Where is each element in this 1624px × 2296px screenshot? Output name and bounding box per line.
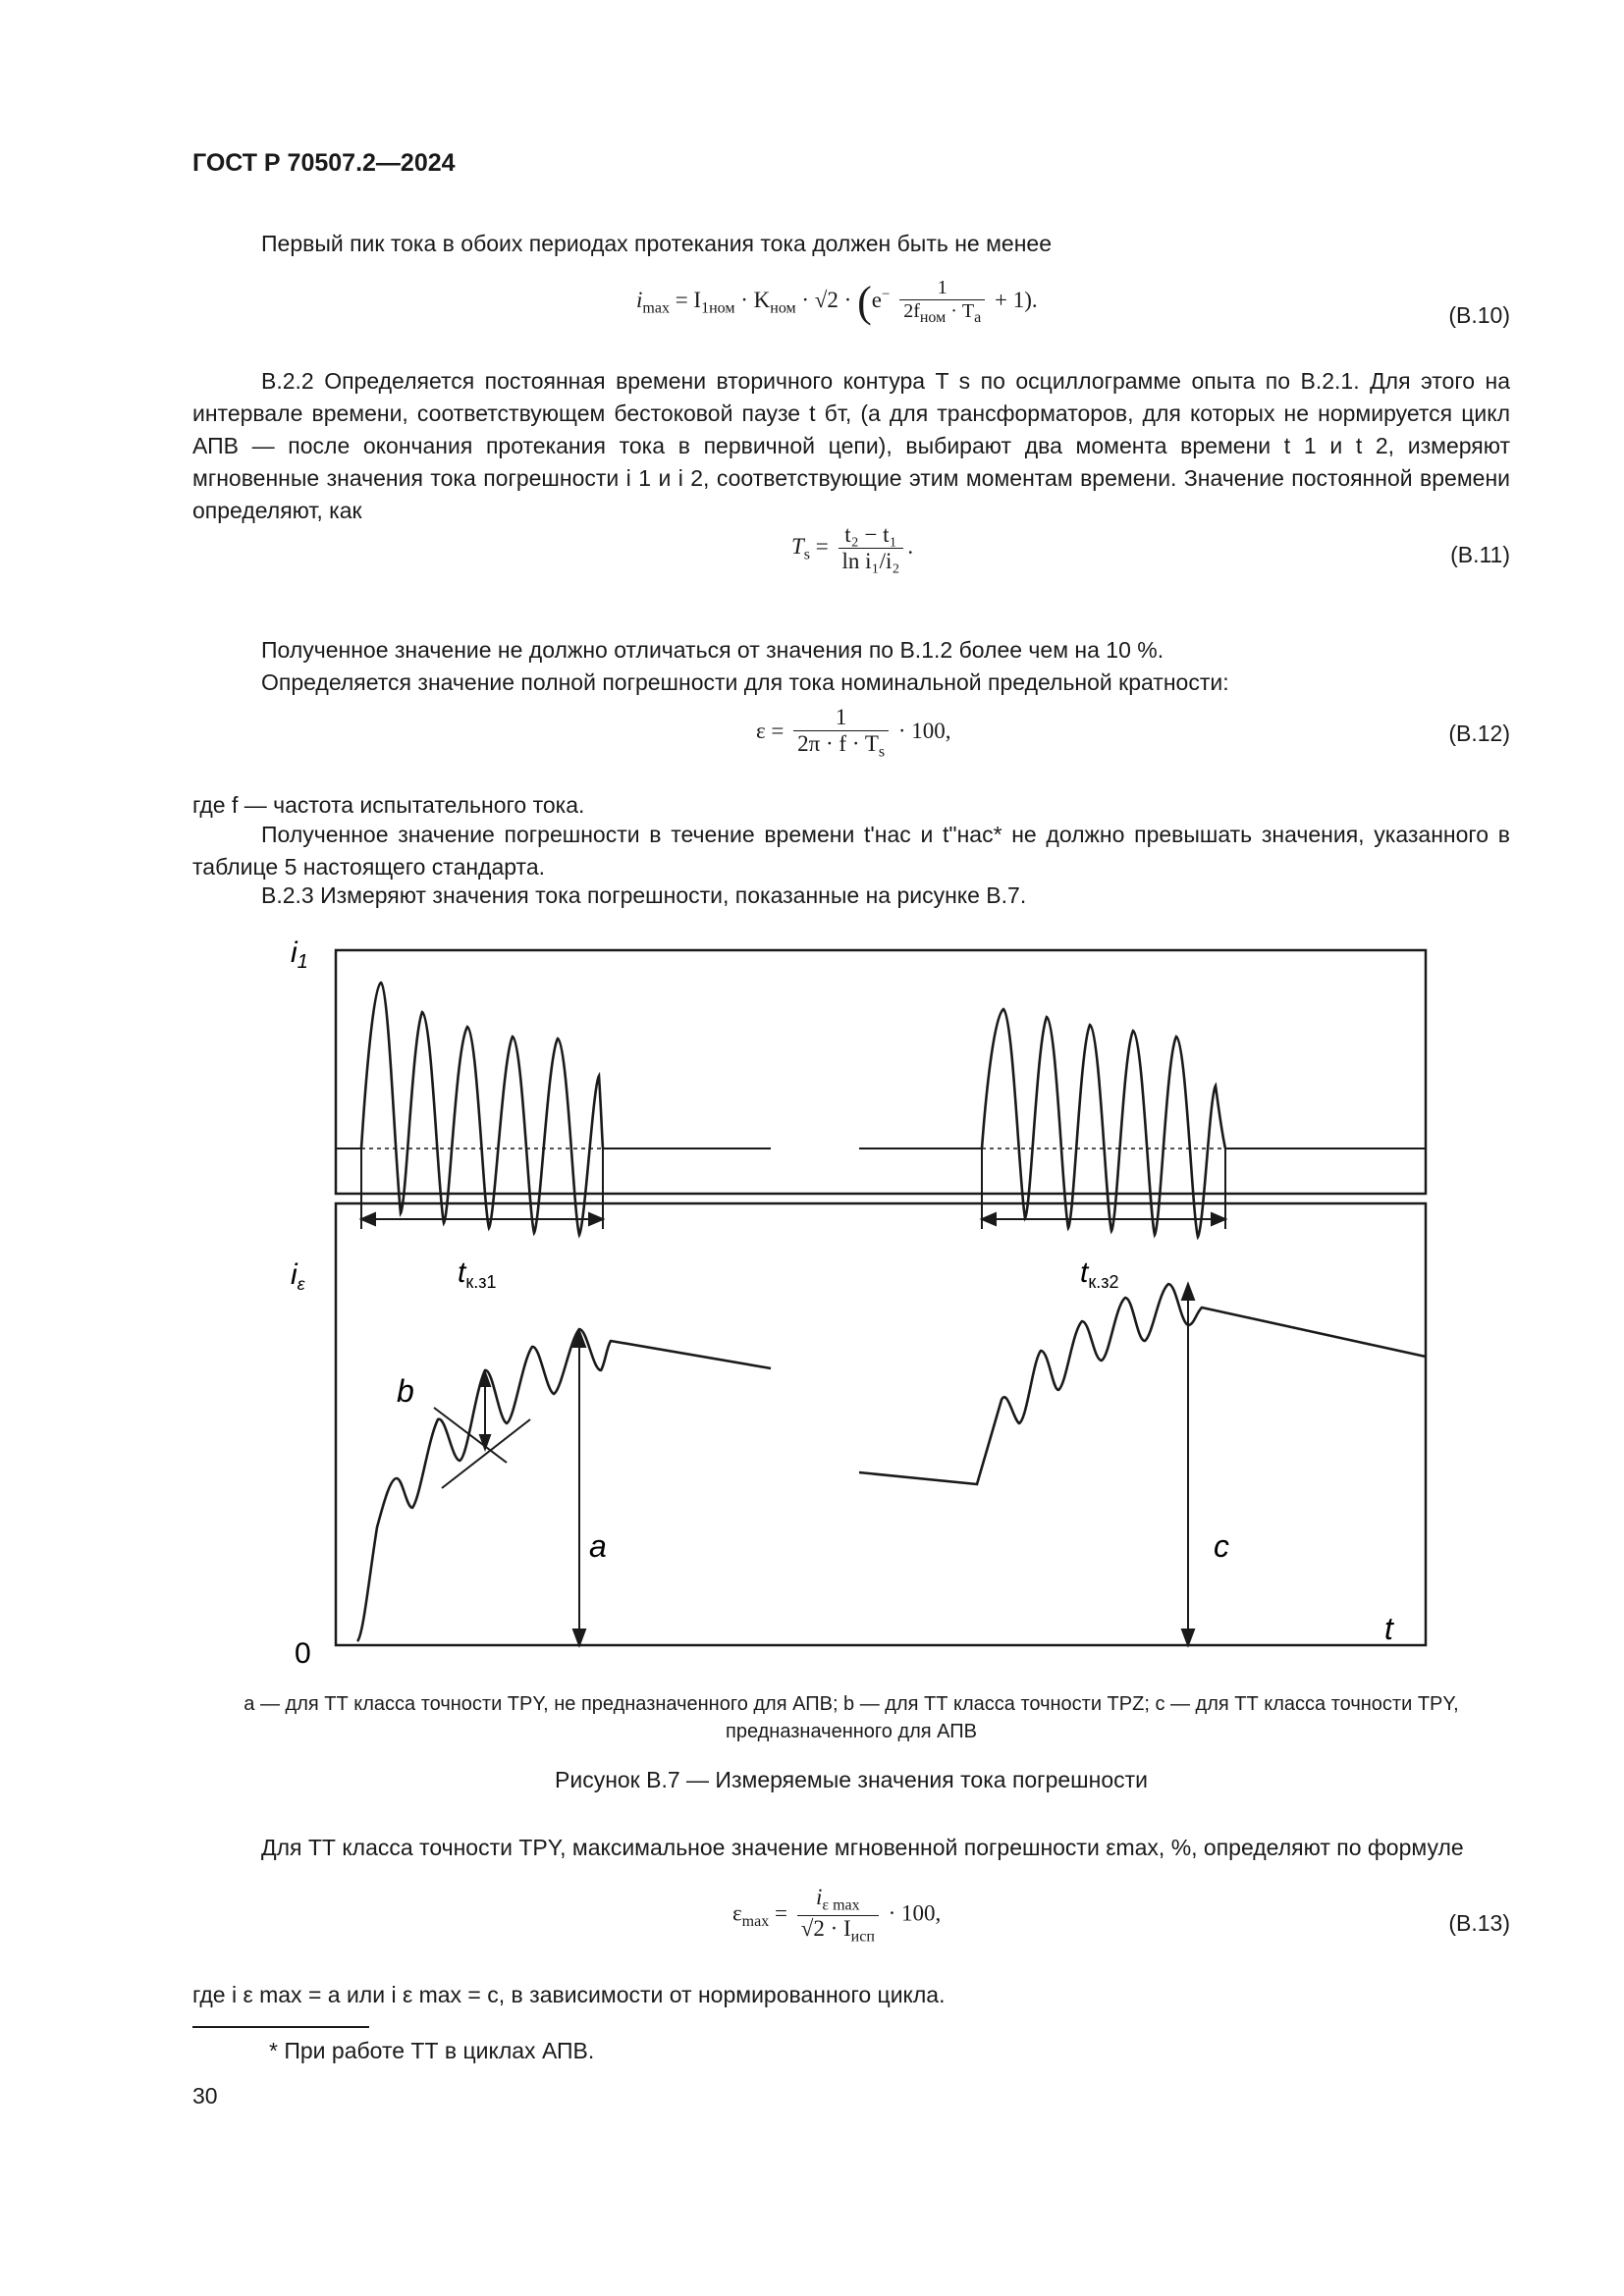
- footnote: * При работе ТТ в циклах АПВ.: [269, 2038, 595, 2063]
- document-header: ГОСТ Р 70507.2—2024: [192, 149, 456, 177]
- label-zero: 0: [295, 1637, 311, 1670]
- formula-b13-number: (В.13): [1448, 1910, 1510, 1936]
- paragraph-peak-current: Первый пик тока в обоих периодах протекания тока должен быть не менее: [261, 231, 1052, 256]
- label-i1: $i_1$: [291, 936, 308, 973]
- formula-b10: $i_{max} = I_{1ном} \cdot K_{ном} \cdot √2 \cdot (e^-$ $\frac{1}{2f_{ном} \cdot T_a}$ + 1).: [636, 277, 1038, 326]
- figure-title: Рисунок В.7 — Измеряемые значения тока погрешности: [555, 1767, 1148, 1792]
- paragraph-deviation: Полученное значение не должно отличаться от значения по В.1.2 более чем на 10 %.: [261, 637, 1164, 663]
- paragraph-max-error: Для ТТ класса точности TPY, максимальное значение мгновенной погрешности εmax, %, определяют по формуле: [261, 1835, 1464, 1860]
- primary-current-wave-1: [361, 983, 603, 1235]
- formula-b12: ε = $\frac{1}{2\pi \cdot f \cdot T_s}$ · 100,: [756, 705, 951, 761]
- error-current-curve-2: [859, 1284, 1426, 1484]
- paragraph-b23: В.2.3 Измеряют значения тока погрешности, показанные на рисунке В.7.: [261, 882, 1027, 908]
- paragraph-b22: В.2.2 Определяется постоянная времени вторичного контура T s по осциллограмме опыта по В.2.1. Для этого на интервале времени, соответствующем бестоковой паузе t бт, (а для трансформаторов, для которых не нормируется цикл АПВ — после окончания протекания тока в первичной цепи), выбирают два момента времени t 1 и t 2, измеряют мгновенные значения тока погрешности i 1 и i 2, соответствующие этим моментам времени. Значение постоянной времени определяют, как: [192, 368, 1510, 523]
- label-tkz2: $t_{к.з2}$: [1080, 1256, 1119, 1292]
- paragraph-full-error: Определяется значение полной погрешности для тока номинальной предельной кратности:: [261, 669, 1229, 695]
- figure-caption: a — для ТТ класса точности TPY, не предназначенного для АПВ; b — для ТТ класса точности TPZ; c — для ТТ класса точности TPY, предназначенного для АПВ: [244, 1693, 1459, 1742]
- formula-b11: $T_s$ = $\frac{\text{t₂ − t₁}}{\text{ln i₁/i₂}}$ .: [791, 522, 914, 573]
- label-ie: $i_\varepsilon$: [291, 1258, 305, 1294]
- formula-b11-number: (В.11): [1450, 542, 1510, 567]
- label-c: c: [1214, 1528, 1229, 1564]
- formula-b13: $\varepsilon_{max}$ = $\frac{i_{\varepsilon max}}{√2 \cdot I_{исп}}$ · 100,: [732, 1885, 942, 1946]
- paragraph-where-f: где f — частота испытательного тока.: [192, 792, 585, 818]
- label-a: a: [589, 1528, 607, 1564]
- paragraph-error-time: Полученное значение погрешности в течение времени t'нас и t"нас* не должно превышать значения, указанного в таблице 5 настоящего стандарта.: [192, 822, 1510, 880]
- formula-b12-number: (В.12): [1448, 721, 1510, 746]
- error-current-curve-1: [357, 1329, 771, 1641]
- panel-error-current: [336, 1203, 1426, 1645]
- page-number: 30: [192, 2083, 218, 2109]
- label-tkz1: $t_{к.з1}$: [458, 1256, 497, 1292]
- label-t: t: [1384, 1611, 1393, 1646]
- panel-primary-current: [336, 950, 1426, 1194]
- formula-b10-number: (В.10): [1448, 302, 1510, 328]
- figure-b7: [275, 929, 1434, 1675]
- paragraph-where-ie: где i ε max = a или i ε max = c, в зависимости от нормированного цикла.: [192, 1982, 946, 2007]
- footnote-divider: [192, 2026, 369, 2028]
- label-b: b: [397, 1373, 414, 1409]
